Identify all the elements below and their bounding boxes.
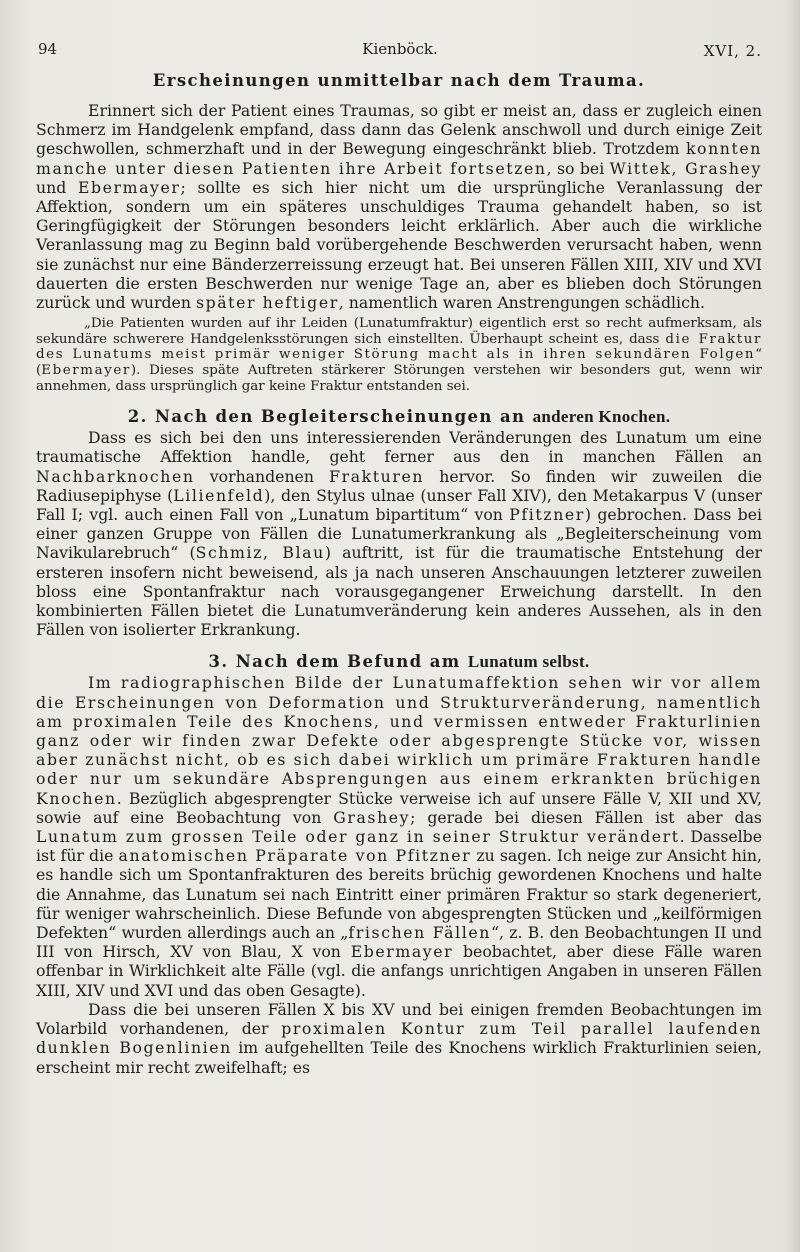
section-1-quote: „Die Patienten wurden auf ihr Leiden (Lunatumfraktur) eigentlich erst so recht aufmerksam, als sekundäre schwerere Handgelenksstörungen sich einstellten. Überhaupt scheint es, dass die Fraktur des Lunatums meist primär weniger Störung macht als in ihren sekundären Folgen“ (Ebermayer). Dieses späte Auftreten stärkerer Störungen verstehen wir besonders gut, wenn wir annehmen, dass ursprünglich gar keine Fraktur entstanden sei. <box>36 316 762 394</box>
section-2-title: 2. Nach den Begleiterscheinungen an anderen Knochen. <box>127 407 671 427</box>
page-number: 94 <box>38 40 58 58</box>
page-body <box>36 70 762 1077</box>
page-edge-shadow <box>786 0 800 1252</box>
running-title: Kienböck. <box>362 40 438 58</box>
section-3-paragraph-2: Dass die bei unseren Fällen X bis XV und bei einigen fremden Beobachtungen im Volarbild vorhandenen, der proximalen Kontur zum Teil parallel laufenden dunklen Bogenlinien im aufgehellten Teile des Knochens wirklich Frakturlinien seien, erscheint mir recht zweifelhaft; es <box>36 999 763 1077</box>
section-1-paragraph: Erinnert sich der Patient eines Traumas, so gibt er meist an, dass er zugleich einen Schmerz im Handgelenk empfand, dass dann das Gelenk anschwoll und durch einige Zeit geschwollen, schmerzhaft und in der Bewegung eingeschränkt blieb. Trotzdem konnten manche unter diesen Patienten ihre Arbeit fortsetzen, so bei Wittek, Grashey und Ebermayer; sollte es sich hier nicht um die ursprüngliche Veranlassung der Affektion, sondern um ein späteres unschuldiges Trauma gehandelt haben, so ist Geringfügigkeit der Störungen besonders leicht erklärlich. Aber auch die wirkliche Veranlassung mag zu Beginn bald vorübergehende Beschwerden verursacht haben, wenn sie zunächst nur eine Bänderzerreissung erzeugt hat. Bei unseren Fällen XIII, XIV und XVI dauerten die ersten Beschwerden nur wenige Tage an, aber es blieben doch Störungen zurück und wurden später heftiger, namentlich waren Anstrengungen schädlich. <box>36 101 762 313</box>
section-2-paragraph: Dass es sich bei den uns interessierenden Veränderungen des Lunatum um eine traumatische Affektion handle, geht ferner aus den in manchen Fällen an Nachbarknochen vorhandenen Frakturen hervor. So finden wir zuweilen die Radiusepiphyse (Lilienfeld), den Stylus ulnae (unser Fall XIV), den Metakarpus V (unser Fall I; vgl. auch einen Fall von „Lunatum bipartitum“ von Pfitzner) gebrochen. Dass bei einer ganzen Gruppe von Fällen die Lunatumerkrankung als „Begleiterscheinung vom Navikularebruch“ (Schmiz, Blau) auftritt, ist für die traumatische Entstehung der ersteren insofern nicht beweisend, als ja nach unseren Anschauungen letzterer zuweilen bloss eine Spontanfraktur nach vorausgegangener Erweichung darstellt. In den kombinierten Fällen bietet die Lunatumveränderung kein anderes Aussehen, als in den Fällen von isolierter Erkrankung. <box>36 428 763 640</box>
section-1-title: Erscheinungen unmittelbar nach dem Trauma. <box>152 71 646 90</box>
section-3-paragraph-1: Im radiographischen Bilde der Lunatumaffektion sehen wir vor allem die Erscheinungen von Deformation und Strukturveränderung, namentlich am proximalen Teile des Knochens, und vermissen entweder Frakturlinien ganz oder wir finden zwar Defekte oder abgesprengte Stücke vor, wissen aber zunächst nicht, ob es sich dabei wirklich um primäre Frakturen handle oder nur um sekundäre Absprengungen aus einem erkrankten brüchigen Knochen. Bezüglich abgesprengter Stücke verweise ich auf unsere Fälle V, XII und XV, sowie auf eine Beobachtung von Grashey; gerade bei diesen Fällen ist aber das Lunatum zum grossen Teile oder ganz in seiner Struktur verändert. Dasselbe ist für die anatomischen Präparate von Pfitzner zu sagen. Ich neige zur Ansicht hin, es handle sich um Spontanfrakturen des bereits brüchig gewordenen Knochens und halte die Annahme, das Lunatum sei nach Eintritt einer primären Fraktur so stark degeneriert, für weniger wahrscheinlich. Diese Befunde von abgesprengten Stücken und „keilförmigen Defekten“ wurden allerdings auch an „frischen Fällen“, z. B. den Beobachtungen II und III von Hirsch, XV von Blau, X von Ebermayer beobachtet, aber diese Fälle waren offenbar in Wirklichkeit alte Fälle (vgl. die anfangs unrichtigen Angaben in unseren Fällen XIII, XIV und XVI und das oben Gesagte). <box>36 673 762 1000</box>
page-header <box>38 40 762 66</box>
section-3-title: 3. Nach dem Befund am Lunatum selbst. <box>208 652 590 672</box>
volume-number: XVI, 2. <box>703 42 762 60</box>
